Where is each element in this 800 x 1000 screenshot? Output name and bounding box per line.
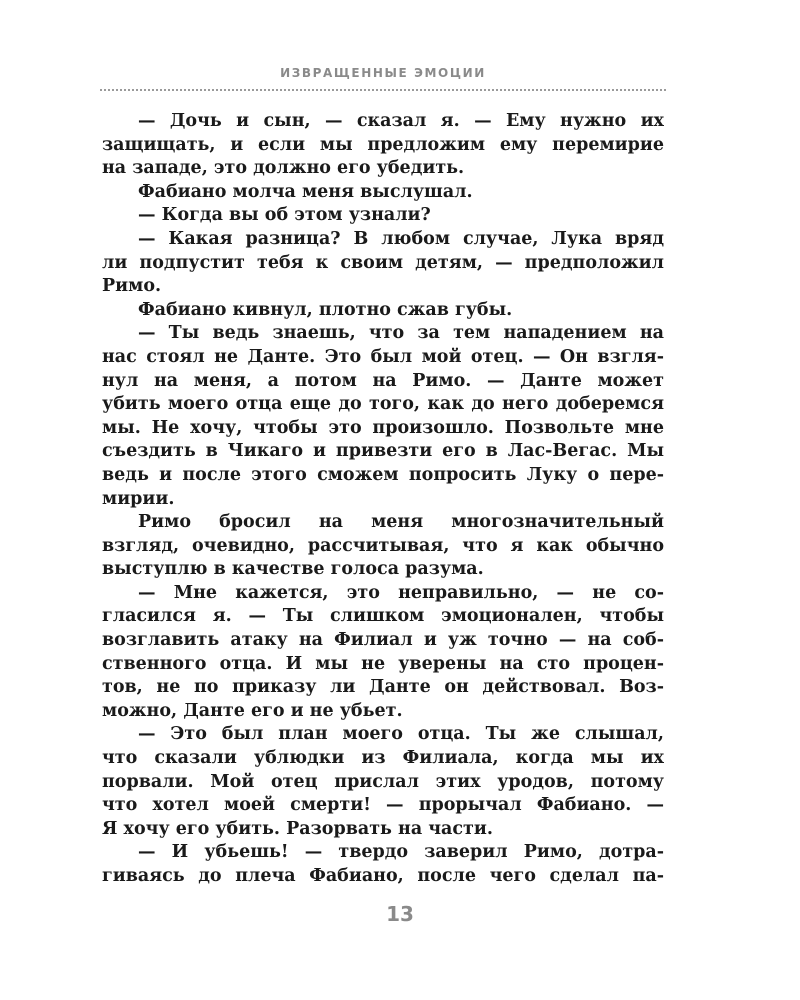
- text-line: Фабиано кивнул, плотно сжав губы.: [138, 299, 513, 320]
- text-line: гиваясь до плеча Фабиано, после чего сделал па-: [102, 866, 664, 886]
- text-line: Римо бросил на меня многозначительный: [138, 512, 664, 533]
- text-line: Фабиано молча меня выслушал.: [138, 181, 473, 202]
- text-line: — Это был план моего отца. Ты же слышал,: [138, 724, 664, 745]
- text-line: Я хочу его убить. Разорвать на части.: [102, 818, 493, 839]
- text-line: ведь и после этого сможем попросить Луку о пере-: [102, 464, 664, 485]
- text-line: тов, не по приказу ли Данте он действовал. Воз-: [102, 677, 664, 698]
- text-line: — Мне кажется, это неправильно, — не со-: [138, 582, 664, 603]
- text-line: — Когда вы об этом узнали?: [138, 205, 431, 226]
- text-line: защищать, и если мы предложим ему перемирие: [102, 134, 664, 155]
- text-line: гласился я. — Ты слишком эмоционален, чтобы: [102, 606, 664, 627]
- text-line: порвали. Мой отец прислал этих уродов, потому: [102, 771, 664, 792]
- text-line: что сказали ублюдки из Филиала, когда мы их: [102, 748, 664, 769]
- text-line: — И убьешь! — твердо заверил Римо, дотра-: [138, 842, 664, 863]
- text-line: съездить в Чикаго и привезти его в Лас-Вегас. Мы: [102, 441, 664, 462]
- text-line: мы. Не хочу, чтобы это произошло. Позвольте мне: [102, 417, 664, 438]
- text-line: выступлю в качестве голоса разума.: [102, 559, 484, 580]
- text-line: нул на меня, а потом на Римо. — Данте может: [102, 370, 664, 391]
- text-line: нас стоял не Данте. Это был мой отец. — Он взгля-: [102, 346, 664, 367]
- header-dotted-rule: [100, 89, 666, 91]
- text-line: — Дочь и сын, — сказал я. — Ему нужно их: [138, 111, 664, 131]
- text-line: возглавить атаку на Филиал и уж точно — на соб-: [102, 630, 664, 651]
- text-line: убить моего отца еще до того, как до него доберемся: [102, 394, 664, 415]
- body-text: [102, 110, 664, 889]
- text-line: ственного отца. И мы не уверены на сто процен-: [102, 653, 664, 674]
- text-line: ли подпустит тебя к своим детям, — предположил: [102, 252, 664, 273]
- text-line: на западе, это должно его убедить.: [102, 158, 465, 179]
- text-line: мирии.: [102, 488, 175, 509]
- text-line: — Какая разница? В любом случае, Лука вряд: [138, 228, 664, 249]
- running-head: ИЗВРАЩЕННЫЕ ЭМОЦИИ: [280, 66, 486, 80]
- text-line: Римо.: [102, 276, 162, 297]
- text-line: взгляд, очевидно, рассчитывая, что я как обычно: [102, 535, 664, 556]
- page-number: 13: [386, 902, 414, 926]
- text-line: можно, Данте его и не убьет.: [102, 700, 403, 721]
- text-line: — Ты ведь знаешь, что за тем нападением на: [138, 323, 664, 344]
- text-line: что хотел моей смерти! — прорычал Фабиано. —: [102, 795, 664, 816]
